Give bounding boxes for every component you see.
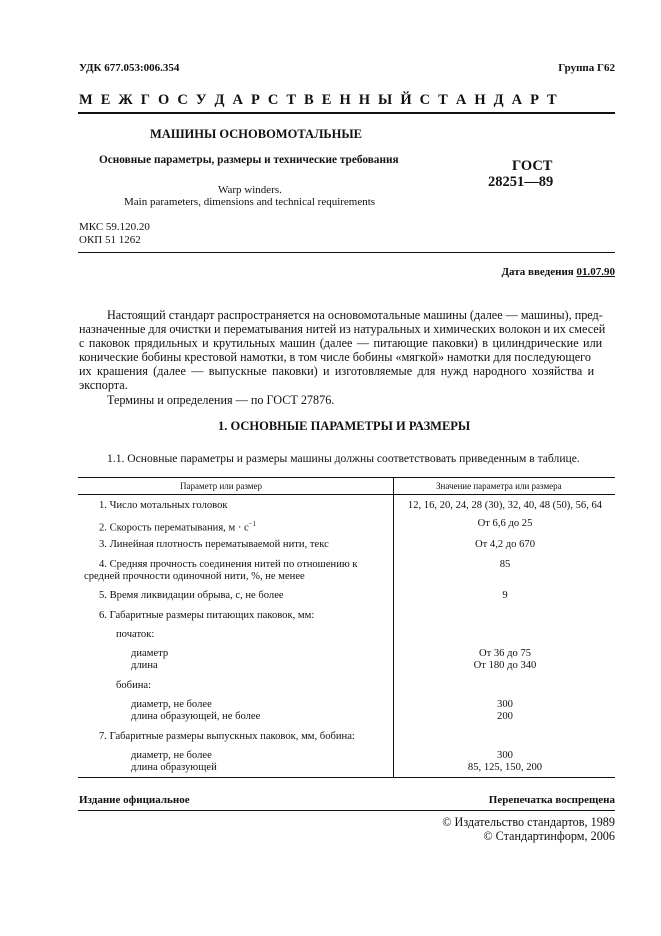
table-header-rule <box>78 494 615 495</box>
intro-date <box>501 266 615 278</box>
table-row-param-text: 2. Скорость перематывания, м · с <box>99 522 249 534</box>
table-row-value: 85, 125, 150, 200 <box>467 762 543 773</box>
col-header-param: Параметр или размер <box>180 481 262 491</box>
table-row-param: 1. Число мотальных головок <box>99 500 228 511</box>
table-row-param: 3. Линейная плотность перематываемой нити, текс <box>99 539 329 550</box>
table-row-value: От 36 до 75 <box>478 648 532 659</box>
table-row-param: длина образующей, не более <box>131 711 261 722</box>
table-row-param: 7. Габаритные размеры выпускных паковок, мм, бобина: <box>99 731 355 742</box>
table-row-value: 200 <box>497 711 513 722</box>
table-column-divider <box>393 477 394 777</box>
okp-code: ОКП 51 1262 <box>79 234 141 246</box>
table-row-value: 300 <box>497 750 513 761</box>
table-bottom-rule <box>78 777 615 778</box>
codes-rule <box>78 252 615 253</box>
table-row-param-sup: −1 <box>248 520 257 528</box>
table-row-param: 6. Габаритные размеры питающих паковок, мм: <box>99 610 315 621</box>
udk-code: УДК 677.053:006.354 <box>79 62 180 74</box>
table-row-value: 12, 16, 20, 24, 28 (30), 32, 40, 48 (50), 56, 64 <box>407 500 603 511</box>
table-row-param: диаметр, не более <box>131 699 212 710</box>
table-row-value: От 6,6 до 25 <box>477 518 533 529</box>
intro-date-value: 01.07.90 <box>576 266 615 278</box>
intro-line-2: с паковок прядильных и крутильных машин (далее — питающие паковки) в цилиндрические или <box>79 336 603 350</box>
document-title: МАШИНЫ ОСНОВОМОТАЛЬНЫЕ <box>150 127 362 141</box>
mks-code: МКС 59.120.20 <box>79 221 150 233</box>
clause-1-1: 1.1. Основные параметры и размеры машины должны соответствовать приведенным в таблице. <box>107 452 580 465</box>
intro-line-4: их крашения (далее — выпускные паковки) и изготовляемые для нужд народного хозяйства и <box>79 364 595 378</box>
table-row-value: От 4,2 до 670 <box>474 539 536 550</box>
official-edition: Издание официальное <box>79 794 190 806</box>
gost-label: ГОСТ <box>512 158 553 174</box>
english-title: Warp winders. <box>218 184 282 196</box>
table-row-param: бобина: <box>116 680 152 691</box>
footer-rule <box>78 810 615 811</box>
intro-line-1: назначенные для очистки и перематывания нитей из натуральных и химических волокон и их смесей <box>79 322 606 336</box>
intro-date-label: Дата введения <box>501 266 574 278</box>
intro-line-3: конические бобины крестовой намотки, в том числе бобины «мягкой» намотки для последующего <box>79 350 591 364</box>
table-row-value: От 180 до 340 <box>473 660 537 671</box>
intro-line-0: Настоящий стандарт распространяется на основомотальные машины (далее — машины), пред- <box>107 308 603 322</box>
banner-rule <box>78 112 615 114</box>
table-row-param: диаметр, не более <box>131 750 212 761</box>
table-row-param: длина <box>131 660 158 671</box>
table-row-param: 5. Время ликвидации обрыва, с, не более <box>99 590 284 601</box>
table-row-param: 4. Средняя прочность соединения нитей по отношению к <box>99 559 358 570</box>
section-heading: 1. ОСНОВНЫЕ ПАРАМЕТРЫ И РАЗМЕРЫ <box>218 419 471 433</box>
gost-number: 28251—89 <box>488 174 554 190</box>
table-row-param: длина образующей <box>131 762 217 773</box>
table-row-param <box>99 518 256 535</box>
copyright-1989: © Издательство стандартов, 1989 <box>442 815 615 829</box>
copyright-2006: © Стандартинформ, 2006 <box>483 829 615 843</box>
intro-line-5: экспорта. <box>79 378 128 392</box>
reprint-notice: Перепечатка воспрещена <box>488 794 615 806</box>
english-subtitle: Main parameters, dimensions and technical requirements <box>124 196 376 208</box>
document-subtitle: Основные параметры, размеры и технические требования <box>99 154 399 166</box>
col-header-value: Значение параметра или размера <box>436 481 562 491</box>
table-top-rule <box>78 477 615 478</box>
table-row-param-continued: средней прочности одиночной нити, %, не менее <box>84 571 305 582</box>
table-row-param: початок: <box>116 629 155 640</box>
table-row-value: 300 <box>497 699 513 710</box>
table-row-value: 85 <box>499 559 511 570</box>
standard-banner: М Е Ж Г О С У Д А Р С Т В Е Н Н Ы Й С Т А Н Д А Р Т <box>79 92 559 108</box>
table-row-param: диаметр <box>131 648 169 659</box>
table-row-value: 9 <box>502 590 508 601</box>
group-code: Группа Г62 <box>558 62 615 74</box>
terms-line: Термины и определения — по ГОСТ 27876. <box>107 393 335 407</box>
